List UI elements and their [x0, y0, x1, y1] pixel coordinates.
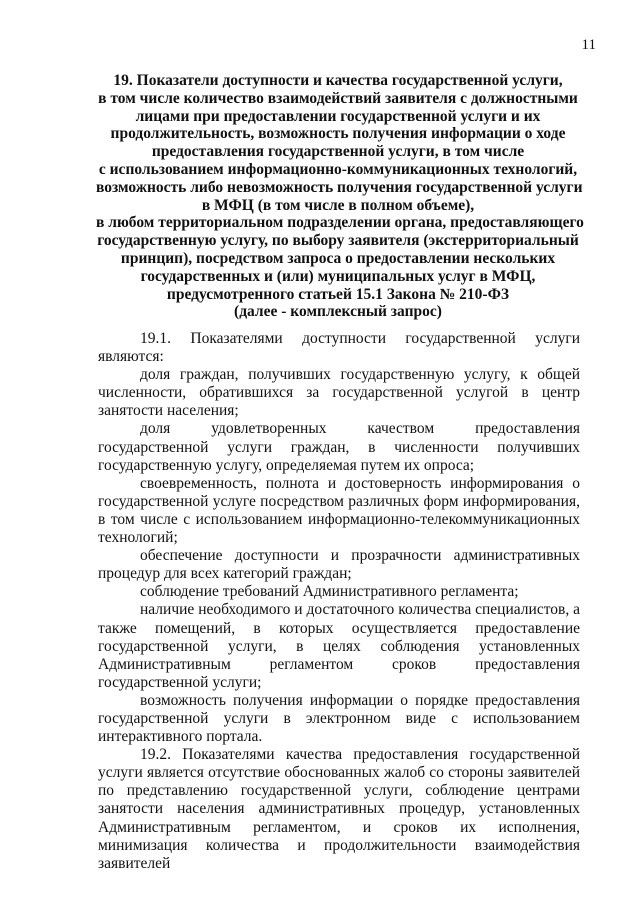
heading-line: 19. Показатели доступности и качества государственной услуги,	[113, 72, 563, 89]
paragraph-19-2: 19.2. Показателями качества предоставления государственной услуги является отсутствие обоснованных жалоб со стороны заявителей по представлению государственной услуги, соблюдение центрами занятости населения административных процедур, установленных Административным регламентом, и сроков их исполнения, минимизация количества и продолжительности взаимодействия заявителей	[98, 746, 580, 872]
paragraph-list-item: соблюдение требований Административного регламента;	[140, 583, 519, 601]
paragraph-list-item: доля удовлетворенных качеством предоставления государственной услуги граждан, в численности получивших государственную услугу, определяемая путем их опроса;	[98, 420, 580, 474]
paragraph-list-item: доля граждан, получивших государственную услугу, к общей численности, обратившихся за государственной услугой в центр занятости населения;	[98, 366, 580, 420]
heading-line: с использованием информационно-коммуникационных технологий,	[98, 160, 578, 178]
paragraph-list-item: наличие необходимого и достаточного количества специалистов, а также помещений, в которых осуществляется предоставление государственной услуги, в целях соблюдения установленных Административным регламентом сроков предоставления государственной услуги;	[98, 601, 580, 691]
heading-line: государственную услугу, по выбору заявителя (экстерриториальный	[97, 232, 579, 250]
document-body	[98, 330, 580, 873]
heading-line: принцип), посредством запроса о предоставлении нескольких	[120, 249, 556, 267]
heading-line: лицами при предоставлении государственной услуги и их	[135, 107, 541, 125]
paragraph-19-1-intro: 19.1. Показателями доступности государственной услуги являются:	[98, 330, 580, 366]
section-heading	[96, 72, 584, 321]
heading-line: в том числе количество взаимодействий заявителя с должностными	[98, 89, 578, 107]
heading-line: возможность либо невозможность получения государственной услуги	[96, 178, 583, 196]
heading-line: продолжительность, возможность получения информации о ходе	[110, 125, 566, 143]
paragraph-list-item: своевременность, полнота и достоверность информирования о государственной услуге посредством различных форм информирования, в том числе с использованием информационно-телекоммуникационных технологий;	[98, 474, 580, 547]
heading-line: государственных и (или) муниципальных услуг в МФЦ,	[140, 267, 536, 285]
heading-line: предусмотренного статьей 15.1 Закона № 210-ФЗ	[166, 285, 510, 303]
heading-line: предоставления государственной услуги, в том числе	[151, 143, 525, 161]
heading-line: в МФЦ (в том числе в полном объеме),	[201, 196, 475, 214]
page-number: 11	[581, 37, 596, 53]
paragraph-list-item: возможность получения информации о порядке предоставления государственной услуги в электронном виде с использованием интерактивного портала.	[98, 691, 580, 746]
paragraph-list-item: обеспечение доступности и прозрачности административных процедур для всех категорий граждан;	[98, 547, 580, 583]
heading-line: (далее - комплексный запрос)	[234, 303, 442, 321]
heading-line: в любом территориальном подразделении органа, предоставляющего	[96, 214, 584, 232]
